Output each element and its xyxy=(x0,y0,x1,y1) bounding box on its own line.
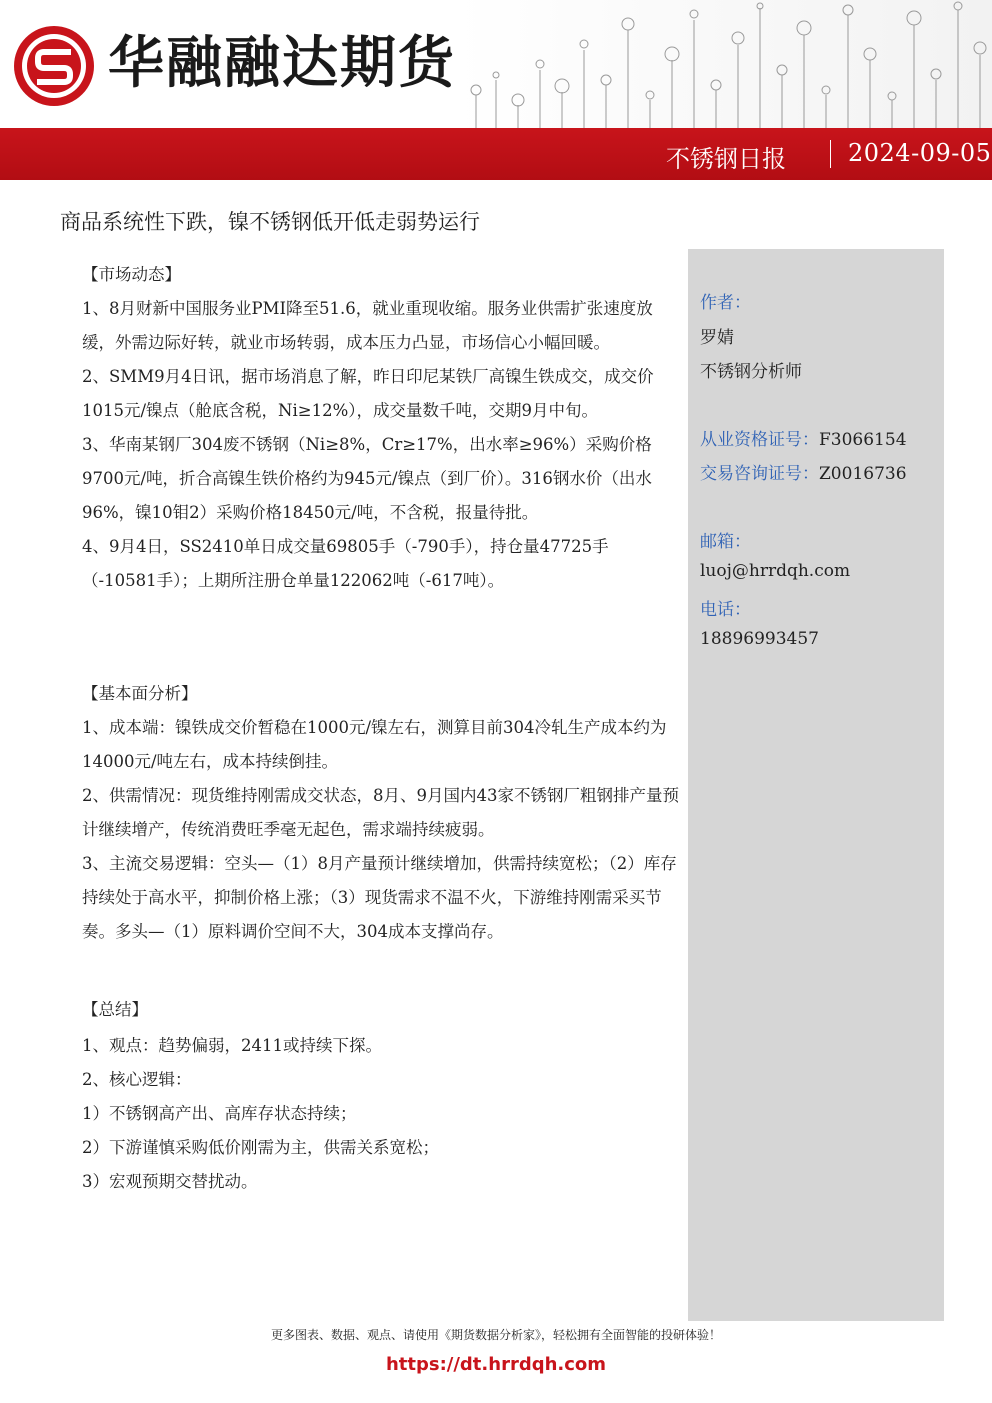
email-label: 邮箱： xyxy=(700,532,751,552)
list-item: 3）宏观预期交替扰动。 xyxy=(82,1172,258,1191)
list-item: 2、核心逻辑： xyxy=(82,1070,192,1089)
list-item: 3、主流交易逻辑：空头—（1）8月产量预计继续增加，供需持续宽松；（2）库存持续处于高水平，抑制价格上涨；（3）现货需求不温不火，下游维持刚需采买节奏。多头—（1）原料调价空间不大，304成本支撑尚存。 xyxy=(82,854,677,941)
list-item: 3、华南某钢厂304废不锈钢（Ni≥8%，Cr≥17%，出水率≥96%）采购价格9700元/吨，折合高镍生铁价格约为945元/镍点（到厂价）。316钢水价（出水96%，镍10钼2）采购价格18450元/吨，不含税，报量待批。 xyxy=(82,435,652,522)
list-item: 1、成本端：镍铁成交价暂稳在1000元/镍左右，测算目前304冷轧生产成本约为14000元/吨左右，成本持续倒挂。 xyxy=(82,718,667,771)
phone-label: 电话： xyxy=(700,600,751,620)
list-item: 4、9月4日，SS2410单日成交量69805手（-790手），持仓量47725手（-10581手）；上期所注册仓单量122062吨（-617吨）。 xyxy=(82,537,609,590)
author-label: 作者： xyxy=(700,293,751,313)
report-banner xyxy=(0,128,992,180)
footer-note: 更多图表、数据、观点、请使用《期货数据分析家》，轻松拥有全面智能的投研体验！ xyxy=(270,1328,721,1342)
list-item: 2、供需情况：现货维持刚需成交状态，8月、9月国内43家不锈钢厂粗钢排产量预计继续增产，传统消费旺季毫无起色，需求端持续疲弱。 xyxy=(82,786,679,839)
banner-separator xyxy=(830,140,831,168)
author-title: 不锈钢分析师 xyxy=(700,362,802,382)
list-item: 2）下游谨慎采购低价刚需为主，供需关系宽松； xyxy=(82,1138,439,1157)
qualification-value: F3066154 xyxy=(819,430,907,450)
author-sidebar xyxy=(688,249,944,1321)
qualification-row xyxy=(700,425,907,450)
report-date: 2024-09-05 xyxy=(848,139,992,167)
list-item: 2、SMM9月4日讯，据市场消息了解，昨日印尼某铁厂高镍生铁成交，成交价1015元/镍点（舱底含税，Ni≥12%），成交量数千吨，交期9月中旬。 xyxy=(82,367,654,420)
page-title: 商品系统性下跌，镍不锈钢低开低走弱势运行 xyxy=(60,210,480,234)
fundamental-items xyxy=(82,711,682,949)
list-item: 1、8月财新中国服务业PMI降至51.6，就业重现收缩。服务业供需扩张速度放缓，外需边际好转，就业市场转弱，成本压力凸显，市场信心小幅回暖。 xyxy=(82,299,653,352)
consult-label: 交易咨询证号： xyxy=(700,464,819,484)
qualification-label: 从业资格证号： xyxy=(700,430,819,450)
consult-row xyxy=(700,459,907,484)
hrrd-s-logo-icon xyxy=(10,22,98,110)
header-decoration xyxy=(456,0,992,128)
summary-items xyxy=(82,1029,682,1199)
email-value[interactable]: luoj@hrrdqh.com xyxy=(700,561,851,581)
section-heading-summary: 【总结】 xyxy=(82,1000,148,1019)
footer-link[interactable]: https://dt.hrrdqh.com xyxy=(385,1354,607,1375)
list-item: 1、观点：趋势偏弱，2411或持续下探。 xyxy=(82,1036,382,1055)
market-items xyxy=(82,292,682,598)
list-item: 1）不锈钢高产出、高库存状态持续； xyxy=(82,1104,357,1123)
phone-value: 18896993457 xyxy=(700,629,819,649)
section-heading-fundamental: 【基本面分析】 xyxy=(82,684,198,703)
brand-name: 华融融达期货 xyxy=(108,31,456,96)
report-title: 不锈钢日报 xyxy=(666,145,786,173)
section-heading-market: 【市场动态】 xyxy=(82,265,181,284)
author-name: 罗婧 xyxy=(700,328,734,348)
consult-value: Z0016736 xyxy=(819,464,907,484)
